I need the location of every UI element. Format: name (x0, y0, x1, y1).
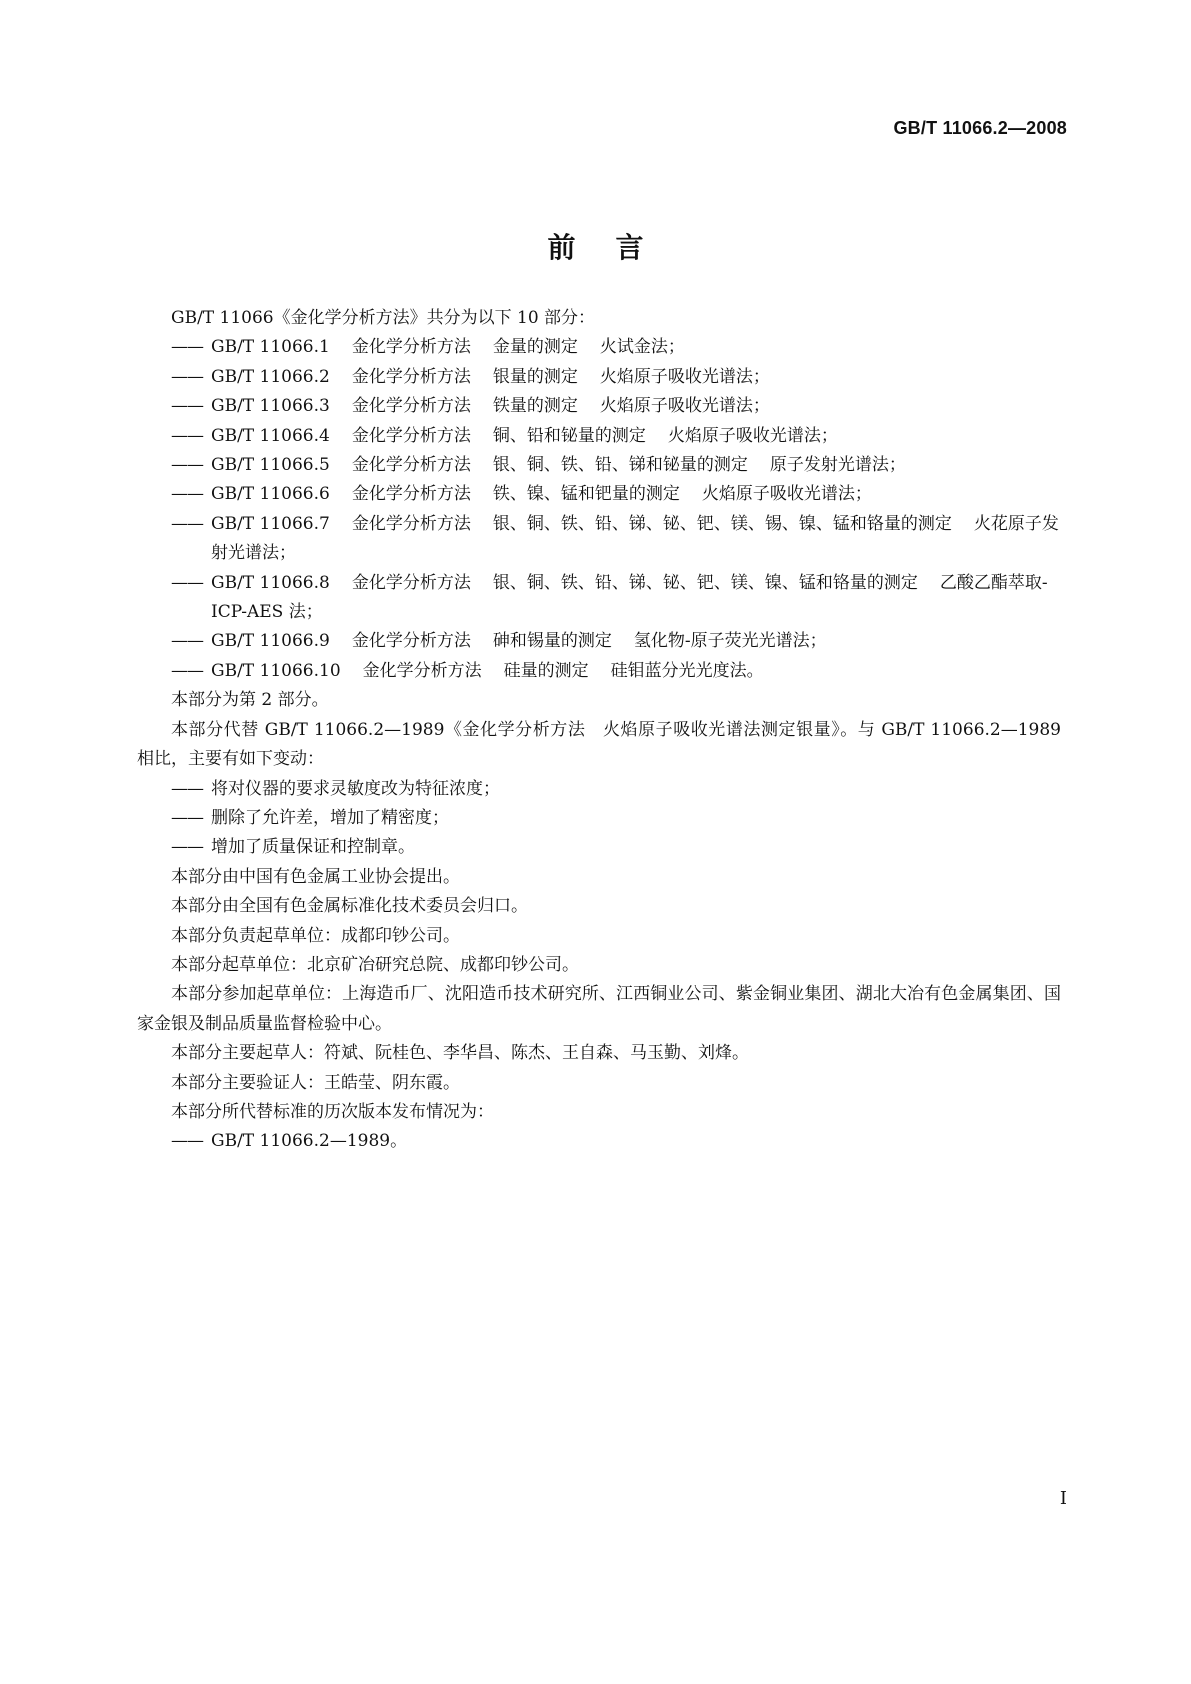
part-statement: 本部分为第 2 部分。 (171, 690, 329, 711)
list-item (171, 1127, 1061, 1156)
part-method: 火焰原子吸收光谱法； (599, 366, 770, 387)
part-code: GB/T 11066.3 (211, 396, 330, 417)
part-name: 金化学分析方法 (362, 660, 482, 681)
list-item (171, 451, 1061, 480)
part-subject: 银、铜、铁、铅、锑、铋、钯、镁、镍、锰和铬量的测定 (492, 572, 918, 593)
parts-list (137, 333, 1061, 686)
history-statement: 本部分所代替标准的历次版本发布情况为： (171, 1101, 494, 1122)
dash: —— (171, 572, 203, 593)
dash: —— (171, 660, 203, 681)
part-method: 乙酸乙酯萃取-ICP-AES 法； (211, 572, 1048, 623)
part-method: 火焰原子吸收光谱法； (667, 425, 838, 446)
part-name: 金化学分析方法 (351, 396, 471, 417)
committee-statement: 本部分由全国有色金属标准化技术委员会归口。 (171, 896, 528, 917)
part-name: 金化学分析方法 (351, 513, 471, 534)
dash: —— (171, 837, 203, 858)
dash: —— (171, 396, 203, 417)
main-verifiers-statement: 本部分主要验证人：王皓莹、阴东霞。 (171, 1072, 460, 1093)
list-item (171, 510, 1061, 569)
part-name: 金化学分析方法 (351, 484, 471, 505)
part-subject: 砷和锡量的测定 (492, 631, 612, 652)
dash: —— (171, 455, 203, 476)
dash: —— (171, 631, 203, 652)
participating-units-statement: 本部分参加起草单位：上海造币厂、沈阳造币技术研究所、江西铜业公司、紫金铜业集团、湖北大冶有色金属集团、国家金银及制品质量监督检验中心。 (137, 984, 1061, 1034)
dash: —— (171, 425, 203, 446)
proposer-statement: 本部分由中国有色金属工业协会提出。 (171, 866, 460, 887)
dash: —— (171, 1131, 203, 1152)
part-subject: 银量的测定 (492, 366, 578, 387)
list-item (171, 392, 1061, 421)
part-method: 火焰原子吸收光谱法； (701, 484, 872, 505)
part-subject: 金量的测定 (492, 337, 578, 358)
list-item (171, 833, 1061, 862)
part-code: GB/T 11066.6 (211, 484, 330, 505)
part-code: GB/T 11066.2 (211, 366, 330, 387)
part-method: 火花原子发射光谱法； (211, 513, 1059, 564)
dash: —— (171, 337, 203, 358)
part-name: 金化学分析方法 (351, 455, 471, 476)
history-text: GB/T 11066.2—1989。 (211, 1131, 408, 1152)
part-name: 金化学分析方法 (351, 631, 471, 652)
part-code: GB/T 11066.8 (211, 572, 330, 593)
part-subject: 铁量的测定 (492, 396, 578, 417)
change-text: 删除了允许差，增加了精密度； (211, 807, 449, 828)
part-name: 金化学分析方法 (351, 337, 471, 358)
standard-code: GB/T 11066.2—2008 (893, 118, 1067, 138)
list-item (171, 657, 1061, 686)
dash: —— (171, 484, 203, 505)
history-list (137, 1127, 1061, 1156)
list-item (171, 363, 1061, 392)
part-method: 火试金法； (599, 337, 685, 358)
responsible-drafter-statement: 本部分负责起草单位：成都印钞公司。 (171, 925, 460, 946)
part-code: GB/T 11066.5 (211, 455, 330, 476)
intro-paragraph: GB/T 11066《金化学分析方法》共分为以下 10 部分： (171, 308, 596, 328)
part-subject: 铁、镍、锰和钯量的测定 (492, 484, 680, 505)
page-number: I (1059, 1488, 1067, 1509)
part-subject: 铜、铅和铋量的测定 (492, 425, 646, 446)
part-subject: 银、铜、铁、铅、锑、铋、钯、镁、锡、镍、锰和铬量的测定 (492, 513, 952, 534)
part-method: 火焰原子吸收光谱法； (599, 396, 770, 417)
foreword-body (137, 304, 1061, 1157)
dash: —— (171, 778, 203, 799)
replacement-paragraph: 本部分代替 GB/T 11066.2—1989《金化学分析方法 火焰原子吸收光谱法测定银量》。与 GB/T 11066.2—1989 相比，主要有如下变动： (137, 719, 1061, 770)
dash: —— (171, 513, 203, 534)
part-subject: 硅量的测定 (503, 660, 589, 681)
list-item (171, 333, 1061, 362)
list-item (171, 775, 1061, 804)
part-method: 硅钼蓝分光光度法。 (610, 660, 764, 681)
part-code: GB/T 11066.9 (211, 631, 330, 652)
list-item (171, 480, 1061, 509)
list-item (171, 627, 1061, 656)
part-method: 原子发射光谱法； (769, 455, 906, 476)
list-item (171, 804, 1061, 833)
part-code: GB/T 11066.1 (211, 337, 330, 358)
part-method: 氢化物-原子荧光光谱法； (633, 631, 827, 652)
change-text: 增加了质量保证和控制章。 (211, 837, 415, 858)
list-item (171, 569, 1061, 628)
part-code: GB/T 11066.10 (211, 660, 341, 681)
part-code: GB/T 11066.4 (211, 425, 330, 446)
change-text: 将对仪器的要求灵敏度改为特征浓度； (211, 778, 500, 799)
changes-list (137, 775, 1061, 863)
main-drafters-statement: 本部分主要起草人：符斌、阮桂色、李华昌、陈杰、王自森、马玉勤、刘烽。 (171, 1043, 749, 1064)
dash: —— (171, 366, 203, 387)
list-item (171, 422, 1061, 451)
part-name: 金化学分析方法 (351, 572, 471, 593)
dash: —— (171, 807, 203, 828)
page-title: 前言 (547, 231, 684, 264)
part-code: GB/T 11066.7 (211, 513, 330, 534)
drafting-units-statement: 本部分起草单位：北京矿冶研究总院、成都印钞公司。 (171, 954, 579, 975)
part-subject: 银、铜、铁、铅、锑和铋量的测定 (492, 455, 748, 476)
part-name: 金化学分析方法 (351, 366, 471, 387)
part-name: 金化学分析方法 (351, 425, 471, 446)
